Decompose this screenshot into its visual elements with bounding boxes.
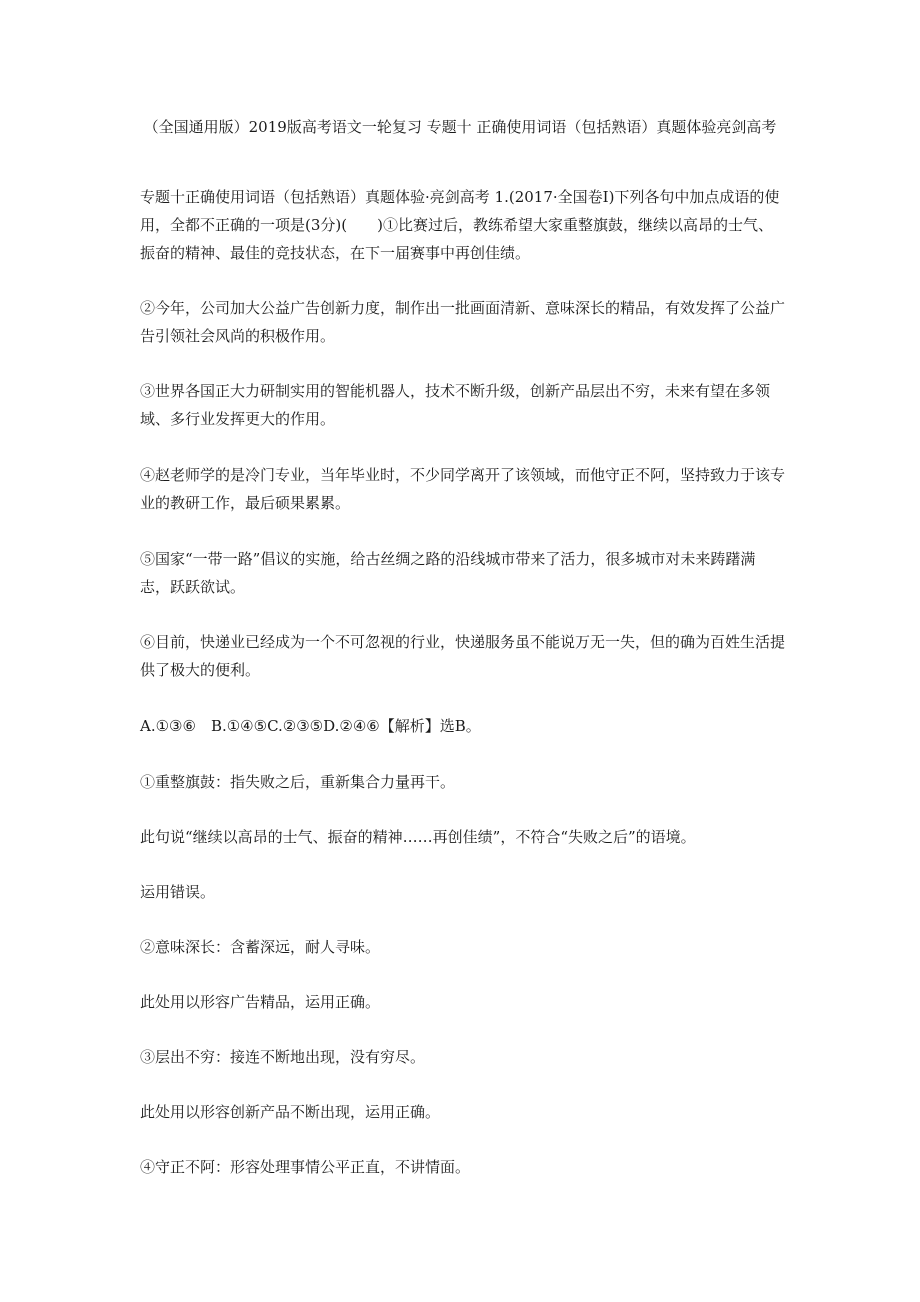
analysis-4: ④守正不阿：形容处理事情公平正直，不讲情面。 [140,1158,471,1176]
question-stem: 专题十正确使用词语（包括熟语）真题体验·亮剑高考 1.(2017·全国卷Ⅰ)下列各句中加点成语的使用，全都不正确的一项是(3分)( )①比赛过后，教练希望大家重整旗鼓，继续以高昂的士气、振奋的精神、最佳的竞技状态，在下一届赛事中再创佳绩。 [140,188,780,262]
sentence-4: ④赵老师学的是冷门专业，当年毕业时，不少同学离开了该领域，而他守正不阿，坚持致力于该专业的教研工作，最后硕果累累。 [140,466,786,512]
analysis-1: ①重整旗鼓：指失败之后，重新集合力量再干。 [140,773,456,791]
sentence-2: ②今年，公司加大公益广告创新力度，制作出一批画面清新、意味深长的精品，有效发挥了公益广告引领社会风尚的积极作用。 [140,299,786,345]
analysis-3-verdict: 此处用以形容创新产品不断出现，运用正确。 [140,1103,441,1121]
analysis-1-verdict: 运用错误。 [140,883,216,901]
analysis-2: ②意味深长：含蓄深远，耐人寻味。 [140,938,381,956]
sentence-3: ③世界各国正大力研制实用的智能机器人，技术不断升级，创新产品层出不穷，未来有望在多领域、多行业发挥更大的作用。 [140,382,771,428]
sentence-6: ⑥目前，快递业已经成为一个不可忽视的行业，快递服务虽不能说万无一失，但的确为百姓生活提供了极大的便利。 [140,633,786,679]
answer-options: A.①③⑥ B.①④⑤C.②③⑤D.②④⑥【解析】选B。 [140,717,481,735]
document-title: （全国通用版）2019版高考语文一轮复习 专题十 正确使用词语（包括熟语）真题体验亮剑高考 [143,118,777,136]
analysis-3: ③层出不穷：接连不断地出现，没有穷尽。 [140,1048,426,1066]
analysis-2-verdict: 此处用以形容广告精品，运用正确。 [140,993,381,1011]
analysis-1-context: 此句说“继续以高昂的士气、振奋的精神……再创佳绩”，不符合“失败之后”的语境。 [140,828,696,846]
sentence-5: ⑤国家“一带一路”倡议的实施，给古丝绸之路的沿线城市带来了活力，很多城市对未来踌躇满志，跃跃欲试。 [140,550,756,596]
